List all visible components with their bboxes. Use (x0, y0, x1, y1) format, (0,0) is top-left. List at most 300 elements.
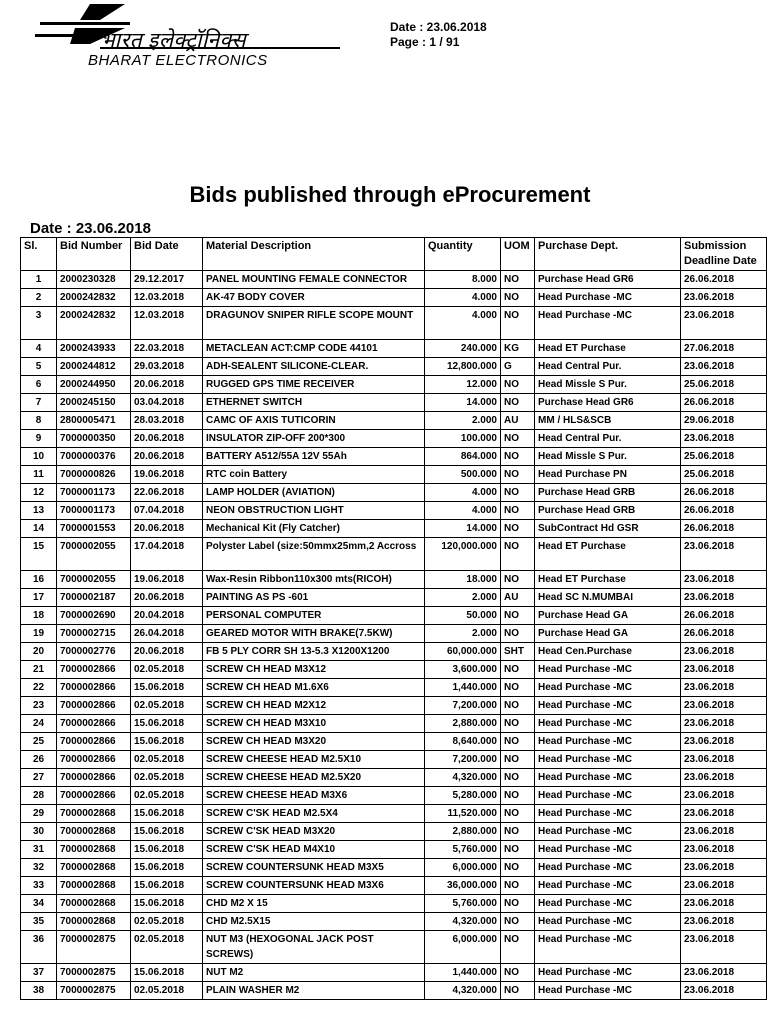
cell-uom: NO (501, 271, 535, 289)
cell-submission-deadline: 25.06.2018 (681, 376, 767, 394)
cell-submission-deadline: 23.06.2018 (681, 841, 767, 859)
table-row (21, 823, 767, 841)
cell-submission-deadline: 23.06.2018 (681, 571, 767, 589)
cell-quantity: 4.000 (425, 307, 501, 340)
cell-material-description: SCREW COUNTERSUNK HEAD M3X6 (203, 877, 425, 895)
cell-uom: NO (501, 895, 535, 913)
cell-material-description: SCREW CH HEAD M3X12 (203, 661, 425, 679)
cell-purchase-dept: Head Missle S Pur. (535, 448, 681, 466)
cell-sl: 29 (21, 805, 57, 823)
cell-purchase-dept: Head SC N.MUMBAI (535, 589, 681, 607)
cell-material-description: PERSONAL COMPUTER (203, 607, 425, 625)
cell-material-description: RUGGED GPS TIME RECEIVER (203, 376, 425, 394)
cell-bid-date: 17.04.2018 (131, 538, 203, 571)
cell-bid-number: 7000002866 (57, 787, 131, 805)
cell-sl: 31 (21, 841, 57, 859)
cell-sl: 17 (21, 589, 57, 607)
cell-material-description: CAMC OF AXIS TUTICORIN (203, 412, 425, 430)
cell-uom: NO (501, 805, 535, 823)
cell-material-description: METACLEAN ACT:CMP CODE 44101 (203, 340, 425, 358)
cell-quantity: 14.000 (425, 394, 501, 412)
cell-purchase-dept: Purchase Head GR6 (535, 394, 681, 412)
cell-material-description: SCREW C'SK HEAD M2.5X4 (203, 805, 425, 823)
cell-submission-deadline: 29.06.2018 (681, 412, 767, 430)
cell-bid-date: 02.05.2018 (131, 787, 203, 805)
cell-bid-number: 7000002187 (57, 589, 131, 607)
cell-bid-number: 7000002868 (57, 895, 131, 913)
col-header-material-description: Material Description (203, 238, 425, 271)
cell-bid-number: 7000002715 (57, 625, 131, 643)
cell-bid-date: 29.03.2018 (131, 358, 203, 376)
cell-sl: 16 (21, 571, 57, 589)
cell-sl: 3 (21, 307, 57, 340)
cell-bid-date: 15.06.2018 (131, 823, 203, 841)
cell-bid-number: 7000002690 (57, 607, 131, 625)
cell-quantity: 5,280.000 (425, 787, 501, 805)
cell-bid-date: 12.03.2018 (131, 307, 203, 340)
cell-uom: NO (501, 571, 535, 589)
cell-sl: 1 (21, 271, 57, 289)
cell-bid-number: 7000002055 (57, 571, 131, 589)
cell-bid-date: 02.05.2018 (131, 769, 203, 787)
cell-purchase-dept: Head ET Purchase (535, 340, 681, 358)
cell-material-description: GEARED MOTOR WITH BRAKE(7.5KW) (203, 625, 425, 643)
cell-uom: SHT (501, 643, 535, 661)
print-date: Date : 23.06.2018 (390, 20, 487, 34)
table-row (21, 895, 767, 913)
cell-bid-date: 15.06.2018 (131, 679, 203, 697)
cell-purchase-dept: Head Missle S Pur. (535, 376, 681, 394)
cell-material-description: NUT M3 (HEXOGONAL JACK POST SCREWS) (203, 931, 425, 964)
cell-submission-deadline: 23.06.2018 (681, 589, 767, 607)
col-header-sl: Sl. (21, 238, 57, 271)
cell-bid-number: 7000002055 (57, 538, 131, 571)
cell-bid-number: 7000002868 (57, 823, 131, 841)
cell-quantity: 500.000 (425, 466, 501, 484)
cell-bid-date: 02.05.2018 (131, 661, 203, 679)
cell-bid-number: 7000002868 (57, 841, 131, 859)
cell-sl: 12 (21, 484, 57, 502)
cell-uom: NO (501, 430, 535, 448)
table-row (21, 484, 767, 502)
cell-quantity: 4,320.000 (425, 769, 501, 787)
cell-bid-date: 12.03.2018 (131, 289, 203, 307)
cell-material-description: ETHERNET SWITCH (203, 394, 425, 412)
cell-sl: 32 (21, 859, 57, 877)
cell-purchase-dept: Head Purchase -MC (535, 715, 681, 733)
table-row (21, 448, 767, 466)
cell-material-description: PANEL MOUNTING FEMALE CONNECTOR (203, 271, 425, 289)
cell-sl: 37 (21, 964, 57, 982)
col-header-bid-number: Bid Number (57, 238, 131, 271)
cell-bid-date: 07.04.2018 (131, 502, 203, 520)
table-row (21, 982, 767, 1000)
table-row (21, 412, 767, 430)
cell-bid-date: 15.06.2018 (131, 805, 203, 823)
cell-purchase-dept: Purchase Head GA (535, 607, 681, 625)
col-header-bid-date: Bid Date (131, 238, 203, 271)
table-row (21, 661, 767, 679)
cell-uom: NO (501, 877, 535, 895)
cell-sl: 26 (21, 751, 57, 769)
cell-bid-number: 7000002776 (57, 643, 131, 661)
cell-uom: NO (501, 913, 535, 931)
cell-material-description: Wax-Resin Ribbon110x300 mts(RICOH) (203, 571, 425, 589)
cell-sl: 30 (21, 823, 57, 841)
cell-submission-deadline: 25.06.2018 (681, 466, 767, 484)
cell-submission-deadline: 26.06.2018 (681, 394, 767, 412)
cell-purchase-dept: Head Central Pur. (535, 358, 681, 376)
cell-material-description: SCREW CH HEAD M2X12 (203, 697, 425, 715)
cell-bid-date: 02.05.2018 (131, 931, 203, 964)
cell-submission-deadline: 23.06.2018 (681, 307, 767, 340)
cell-quantity: 60,000.000 (425, 643, 501, 661)
cell-material-description: SCREW CH HEAD M1.6X6 (203, 679, 425, 697)
table-row (21, 733, 767, 751)
cell-quantity: 7,200.000 (425, 751, 501, 769)
cell-sl: 20 (21, 643, 57, 661)
cell-sl: 4 (21, 340, 57, 358)
cell-bid-date: 02.05.2018 (131, 697, 203, 715)
cell-uom: NO (501, 982, 535, 1000)
cell-quantity: 36,000.000 (425, 877, 501, 895)
cell-purchase-dept: Head Purchase -MC (535, 733, 681, 751)
cell-bid-date: 22.06.2018 (131, 484, 203, 502)
cell-bid-number: 7000002866 (57, 697, 131, 715)
table-row (21, 466, 767, 484)
company-logo (30, 4, 340, 72)
cell-quantity: 6,000.000 (425, 859, 501, 877)
cell-submission-deadline: 23.06.2018 (681, 931, 767, 964)
table-row (21, 913, 767, 931)
cell-purchase-dept: Head Purchase -MC (535, 751, 681, 769)
cell-bid-date: 20.06.2018 (131, 448, 203, 466)
cell-bid-number: 7000002866 (57, 769, 131, 787)
cell-uom: NO (501, 466, 535, 484)
cell-submission-deadline: 23.06.2018 (681, 715, 767, 733)
cell-bid-date: 15.06.2018 (131, 715, 203, 733)
logo-english-text: BHARAT ELECTRONICS (88, 52, 268, 69)
cell-uom: NO (501, 394, 535, 412)
cell-purchase-dept: Head Purchase -MC (535, 982, 681, 1000)
cell-quantity: 864.000 (425, 448, 501, 466)
cell-material-description: AK-47 BODY COVER (203, 289, 425, 307)
cell-submission-deadline: 23.06.2018 (681, 859, 767, 877)
cell-sl: 24 (21, 715, 57, 733)
cell-uom: NO (501, 538, 535, 571)
cell-bid-number: 2000245150 (57, 394, 131, 412)
cell-quantity: 2.000 (425, 412, 501, 430)
cell-submission-deadline: 23.06.2018 (681, 877, 767, 895)
cell-sl: 22 (21, 679, 57, 697)
cell-submission-deadline: 23.06.2018 (681, 982, 767, 1000)
cell-uom: NO (501, 751, 535, 769)
cell-uom: NO (501, 307, 535, 340)
table-row (21, 964, 767, 982)
cell-bid-date: 03.04.2018 (131, 394, 203, 412)
table-row (21, 289, 767, 307)
cell-material-description: SCREW CH HEAD M3X20 (203, 733, 425, 751)
cell-bid-date: 20.06.2018 (131, 376, 203, 394)
cell-uom: NO (501, 448, 535, 466)
page-number: Page : 1 / 91 (390, 35, 460, 49)
cell-uom: NO (501, 733, 535, 751)
cell-uom: NO (501, 661, 535, 679)
cell-bid-number: 7000002866 (57, 661, 131, 679)
cell-quantity: 2,880.000 (425, 715, 501, 733)
cell-bid-number: 2000242832 (57, 307, 131, 340)
cell-purchase-dept: Head Purchase -MC (535, 289, 681, 307)
cell-submission-deadline: 23.06.2018 (681, 769, 767, 787)
cell-bid-number: 7000002868 (57, 913, 131, 931)
cell-quantity: 18.000 (425, 571, 501, 589)
col-header-uom: UOM (501, 238, 535, 271)
cell-sl: 15 (21, 538, 57, 571)
cell-uom: NO (501, 931, 535, 964)
cell-uom: KG (501, 340, 535, 358)
cell-bid-number: 7000001553 (57, 520, 131, 538)
cell-uom: NO (501, 376, 535, 394)
cell-quantity: 2,880.000 (425, 823, 501, 841)
cell-uom: NO (501, 841, 535, 859)
cell-bid-number: 7000000376 (57, 448, 131, 466)
cell-purchase-dept: Head Purchase -MC (535, 307, 681, 340)
cell-sl: 33 (21, 877, 57, 895)
cell-bid-date: 15.06.2018 (131, 733, 203, 751)
table-row (21, 697, 767, 715)
cell-uom: NO (501, 289, 535, 307)
cell-material-description: Mechanical Kit (Fly Catcher) (203, 520, 425, 538)
cell-purchase-dept: Purchase Head GA (535, 625, 681, 643)
cell-quantity: 2.000 (425, 625, 501, 643)
cell-bid-date: 19.06.2018 (131, 571, 203, 589)
cell-bid-date: 22.03.2018 (131, 340, 203, 358)
cell-submission-deadline: 27.06.2018 (681, 340, 767, 358)
cell-bid-number: 2000243933 (57, 340, 131, 358)
cell-purchase-dept: Head Purchase -MC (535, 859, 681, 877)
cell-purchase-dept: Head Purchase -MC (535, 679, 681, 697)
table-row (21, 751, 767, 769)
cell-quantity: 50.000 (425, 607, 501, 625)
cell-quantity: 3,600.000 (425, 661, 501, 679)
cell-sl: 2 (21, 289, 57, 307)
cell-quantity: 1,440.000 (425, 679, 501, 697)
cell-material-description: CHD M2 X 15 (203, 895, 425, 913)
cell-material-description: NEON OBSTRUCTION LIGHT (203, 502, 425, 520)
cell-quantity: 4,320.000 (425, 982, 501, 1000)
cell-material-description: BATTERY A512/55A 12V 55Ah (203, 448, 425, 466)
cell-submission-deadline: 23.06.2018 (681, 358, 767, 376)
bids-table (20, 237, 767, 1000)
cell-bid-number: 7000001173 (57, 502, 131, 520)
cell-bid-date: 15.06.2018 (131, 859, 203, 877)
cell-bid-date: 15.06.2018 (131, 841, 203, 859)
cell-purchase-dept: Head Purchase -MC (535, 661, 681, 679)
cell-sl: 9 (21, 430, 57, 448)
cell-quantity: 4,320.000 (425, 913, 501, 931)
cell-material-description: DRAGUNOV SNIPER RIFLE SCOPE MOUNT (203, 307, 425, 340)
table-row (21, 607, 767, 625)
table-row (21, 430, 767, 448)
cell-submission-deadline: 23.06.2018 (681, 697, 767, 715)
cell-purchase-dept: Head Purchase -MC (535, 697, 681, 715)
cell-quantity: 240.000 (425, 340, 501, 358)
cell-purchase-dept: Head Purchase -MC (535, 895, 681, 913)
cell-bid-number: 7000002866 (57, 751, 131, 769)
cell-material-description: PLAIN WASHER M2 (203, 982, 425, 1000)
cell-submission-deadline: 23.06.2018 (681, 661, 767, 679)
table-row (21, 520, 767, 538)
cell-bid-number: 7000001173 (57, 484, 131, 502)
cell-material-description: CHD M2.5X15 (203, 913, 425, 931)
cell-quantity: 4.000 (425, 502, 501, 520)
cell-uom: NO (501, 715, 535, 733)
cell-bid-date: 15.06.2018 (131, 964, 203, 982)
cell-bid-number: 7000000350 (57, 430, 131, 448)
cell-bid-date: 02.05.2018 (131, 913, 203, 931)
cell-purchase-dept: Head Purchase -MC (535, 877, 681, 895)
cell-bid-date: 20.06.2018 (131, 430, 203, 448)
page-title: Bids published through eProcurement (189, 182, 591, 207)
cell-purchase-dept: Head Purchase -MC (535, 787, 681, 805)
table-row (21, 340, 767, 358)
table-row (21, 643, 767, 661)
cell-submission-deadline: 23.06.2018 (681, 751, 767, 769)
cell-uom: NO (501, 769, 535, 787)
cell-submission-deadline: 23.06.2018 (681, 643, 767, 661)
cell-submission-deadline: 26.06.2018 (681, 484, 767, 502)
cell-purchase-dept: Purchase Head GR6 (535, 271, 681, 289)
cell-material-description: PAINTING AS PS -601 (203, 589, 425, 607)
cell-material-description: SCREW C'SK HEAD M4X10 (203, 841, 425, 859)
cell-material-description: SCREW CHEESE HEAD M3X6 (203, 787, 425, 805)
cell-submission-deadline: 26.06.2018 (681, 271, 767, 289)
cell-bid-number: 7000002875 (57, 982, 131, 1000)
cell-uom: G (501, 358, 535, 376)
cell-bid-date: 19.06.2018 (131, 466, 203, 484)
cell-sl: 14 (21, 520, 57, 538)
cell-purchase-dept: Head Purchase -MC (535, 769, 681, 787)
cell-uom: NO (501, 625, 535, 643)
cell-sl: 34 (21, 895, 57, 913)
col-header-submission-deadline: Submission Deadline Date (681, 238, 767, 271)
table-row (21, 859, 767, 877)
cell-bid-number: 7000002866 (57, 715, 131, 733)
cell-uom: AU (501, 589, 535, 607)
cell-sl: 8 (21, 412, 57, 430)
cell-bid-number: 7000002868 (57, 805, 131, 823)
cell-submission-deadline: 23.06.2018 (681, 679, 767, 697)
table-row (21, 571, 767, 589)
cell-sl: 10 (21, 448, 57, 466)
cell-submission-deadline: 23.06.2018 (681, 733, 767, 751)
cell-quantity: 12.000 (425, 376, 501, 394)
cell-sl: 38 (21, 982, 57, 1000)
cell-purchase-dept: Head Cen.Purchase (535, 643, 681, 661)
cell-purchase-dept: Head Purchase -MC (535, 823, 681, 841)
cell-material-description: SCREW C'SK HEAD M3X20 (203, 823, 425, 841)
cell-material-description: RTC coin Battery (203, 466, 425, 484)
col-header-quantity: Quantity (425, 238, 501, 271)
table-row (21, 589, 767, 607)
cell-sl: 5 (21, 358, 57, 376)
cell-purchase-dept: Head ET Purchase (535, 571, 681, 589)
cell-submission-deadline: 23.06.2018 (681, 964, 767, 982)
cell-bid-number: 2000242832 (57, 289, 131, 307)
cell-purchase-dept: Head ET Purchase (535, 538, 681, 571)
cell-uom: NO (501, 697, 535, 715)
table-row (21, 787, 767, 805)
cell-bid-date: 02.05.2018 (131, 982, 203, 1000)
cell-bid-date: 15.06.2018 (131, 877, 203, 895)
cell-purchase-dept: Head Purchase -MC (535, 964, 681, 982)
cell-bid-date: 20.04.2018 (131, 607, 203, 625)
table-row (21, 538, 767, 571)
cell-purchase-dept: Head Purchase -MC (535, 913, 681, 931)
cell-material-description: SCREW CHEESE HEAD M2.5X20 (203, 769, 425, 787)
cell-bid-number: 2000244950 (57, 376, 131, 394)
cell-bid-date: 20.06.2018 (131, 589, 203, 607)
cell-bid-date: 20.06.2018 (131, 643, 203, 661)
cell-quantity: 8,640.000 (425, 733, 501, 751)
cell-submission-deadline: 26.06.2018 (681, 607, 767, 625)
cell-purchase-dept: Head Purchase PN (535, 466, 681, 484)
cell-purchase-dept: MM / HLS&SCB (535, 412, 681, 430)
cell-sl: 7 (21, 394, 57, 412)
cell-sl: 23 (21, 697, 57, 715)
table-row (21, 358, 767, 376)
cell-bid-date: 15.06.2018 (131, 895, 203, 913)
cell-material-description: LAMP HOLDER (AVIATION) (203, 484, 425, 502)
cell-uom: NO (501, 964, 535, 982)
cell-quantity: 5,760.000 (425, 841, 501, 859)
cell-submission-deadline: 23.06.2018 (681, 430, 767, 448)
cell-submission-deadline: 23.06.2018 (681, 913, 767, 931)
cell-bid-number: 2800005471 (57, 412, 131, 430)
cell-purchase-dept: Head Purchase -MC (535, 805, 681, 823)
cell-bid-number: 7000002868 (57, 877, 131, 895)
cell-material-description: SCREW CHEESE HEAD M2.5X10 (203, 751, 425, 769)
table-row (21, 271, 767, 289)
cell-submission-deadline: 26.06.2018 (681, 520, 767, 538)
cell-purchase-dept: Purchase Head GRB (535, 484, 681, 502)
cell-uom: NO (501, 823, 535, 841)
table-header-row (21, 238, 767, 271)
table-row (21, 841, 767, 859)
cell-sl: 18 (21, 607, 57, 625)
cell-bid-number: 7000002868 (57, 859, 131, 877)
table-row (21, 376, 767, 394)
cell-sl: 13 (21, 502, 57, 520)
cell-quantity: 4.000 (425, 289, 501, 307)
cell-uom: NO (501, 502, 535, 520)
cell-bid-date: 28.03.2018 (131, 412, 203, 430)
cell-quantity: 4.000 (425, 484, 501, 502)
cell-submission-deadline: 23.06.2018 (681, 805, 767, 823)
cell-quantity: 7,200.000 (425, 697, 501, 715)
table-row (21, 877, 767, 895)
cell-submission-deadline: 23.06.2018 (681, 289, 767, 307)
cell-sl: 6 (21, 376, 57, 394)
cell-submission-deadline: 23.06.2018 (681, 895, 767, 913)
cell-purchase-dept: Purchase Head GRB (535, 502, 681, 520)
table-row (21, 805, 767, 823)
cell-sl: 35 (21, 913, 57, 931)
cell-bid-number: 7000000826 (57, 466, 131, 484)
cell-sl: 19 (21, 625, 57, 643)
cell-quantity: 1,440.000 (425, 964, 501, 982)
cell-uom: NO (501, 787, 535, 805)
